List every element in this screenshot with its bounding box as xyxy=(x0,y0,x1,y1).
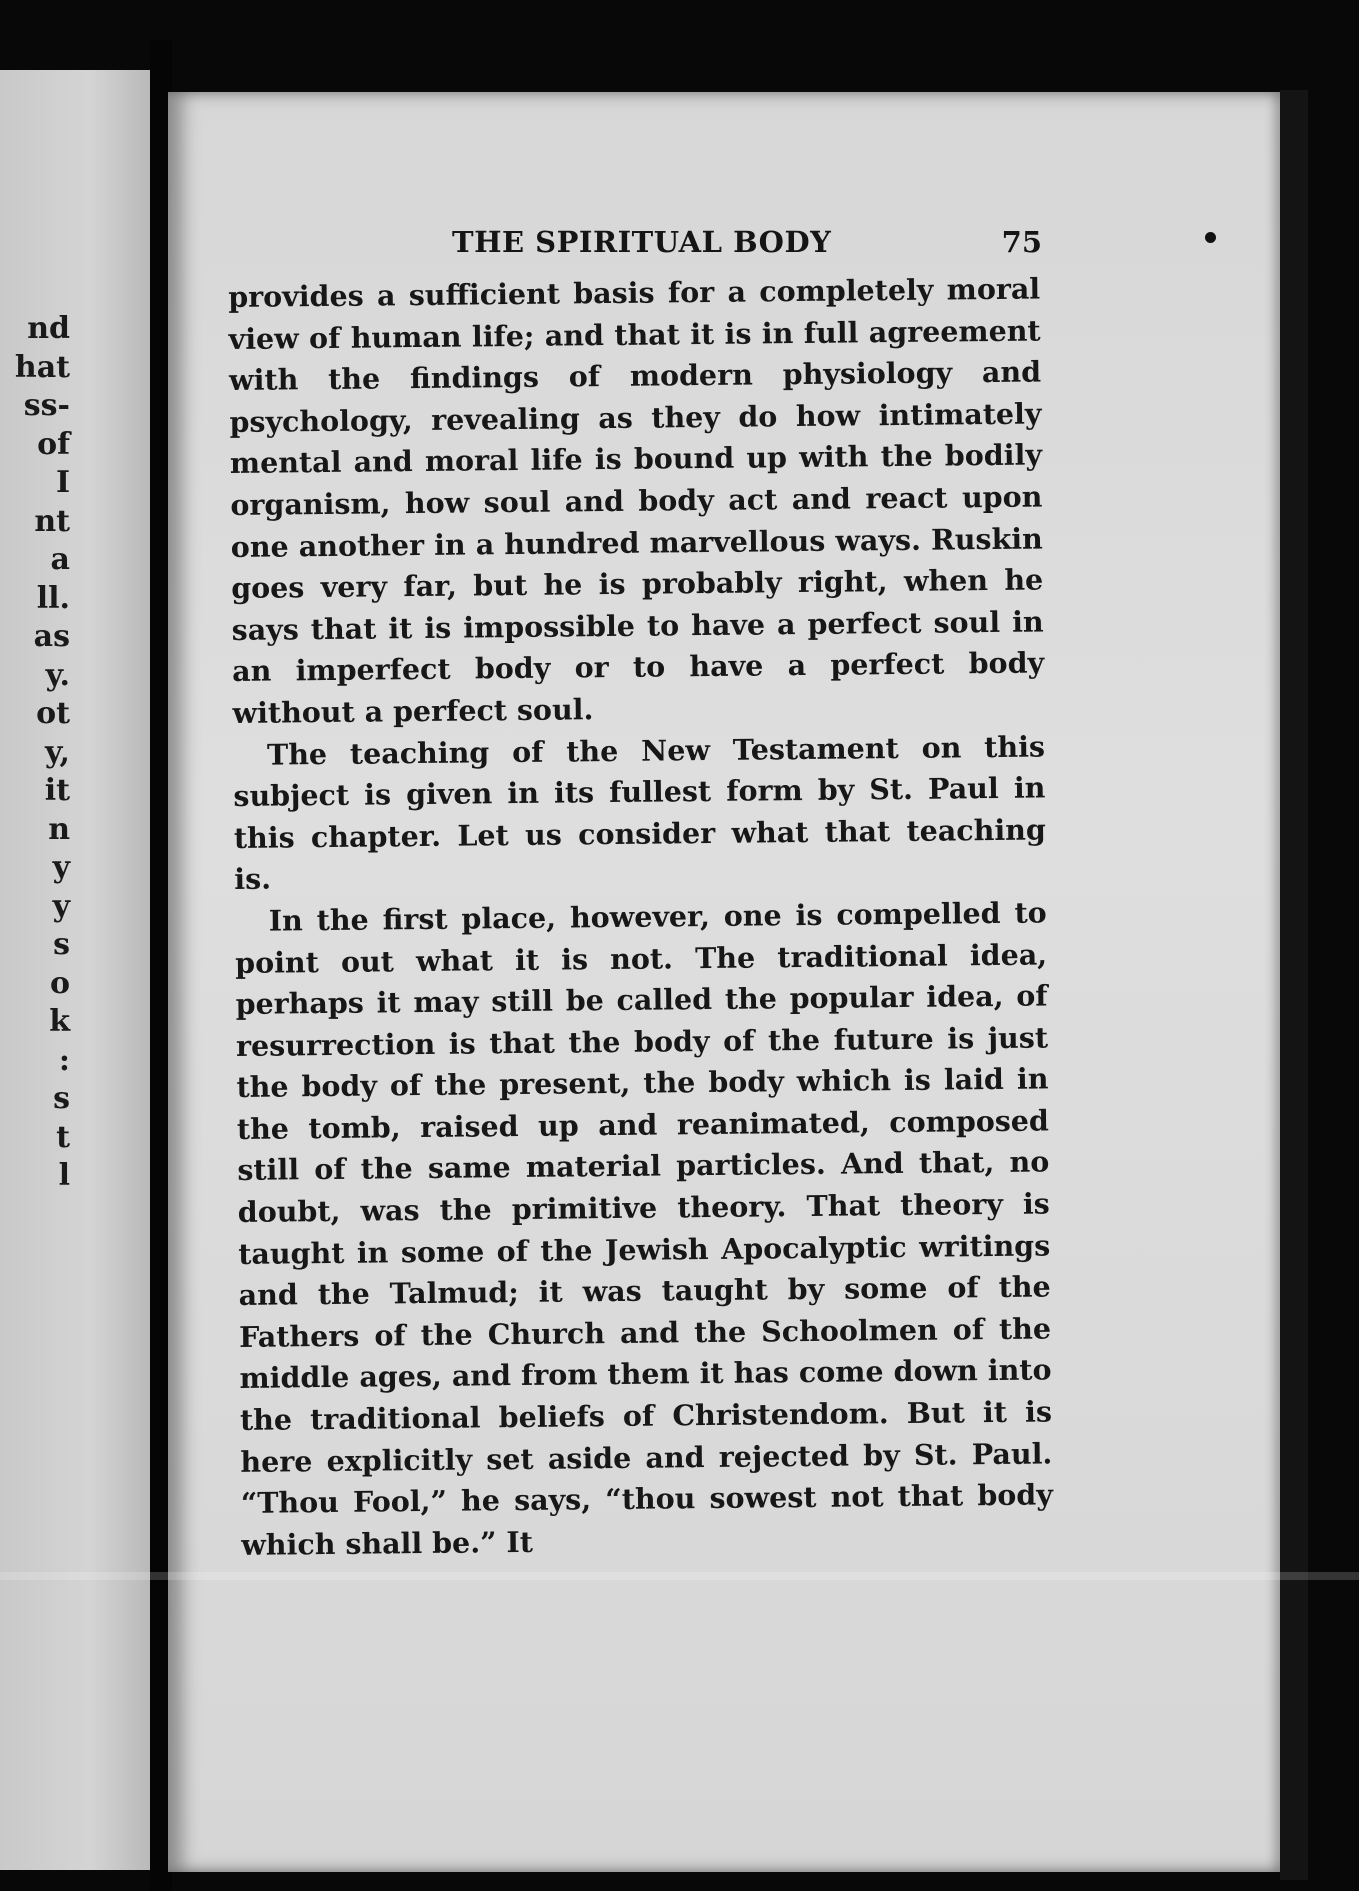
page-number: 75 xyxy=(1001,225,1042,259)
previous-page-fragment: s xyxy=(53,1081,70,1116)
previous-page-fragment: t xyxy=(56,1119,70,1155)
previous-page-fragment: as xyxy=(33,619,70,654)
page-edge-shadow xyxy=(1280,90,1308,1880)
previous-page-fragment: ss- xyxy=(23,388,70,423)
paragraph: In the first place, however, one is compelled to point out what it is not. The traditional idea, perhaps it may still be called the popular idea, of resurrection is that the body of the future is just the body of the present, the body which is laid in the tomb, raised up and reanimated, composed still of the same material particles. And that, no doubt, was the primitive theory. That theory is taught in some of the Jewish Apocalyptic writings and the Talmud; it was taught by some of the Fathers of the Church and the Schoolmen of the middle ages, and from them it has come down into the traditional beliefs of Christendom. But it is here explicitly set aside and rejected by St. Paul. “Thou Fool,” he says, “thou sowest not that body which shall be.” It xyxy=(235,895,1053,1562)
previous-page-fragment: y, xyxy=(44,734,70,770)
previous-page-fragment: y xyxy=(52,888,70,924)
previous-page-fragment: y. xyxy=(45,657,70,693)
previous-page-fragment: I xyxy=(55,465,70,500)
running-head: THE SPIRITUAL BODY xyxy=(452,225,832,259)
page-header xyxy=(452,225,1042,269)
previous-page-edge xyxy=(0,70,150,1870)
paragraph-continued: provides a sufficient basis for a completely moral view of human life; and that it is in full agreement with the findings of modern physiology and psychology, revealing as they do how intimately mental and moral life is bound up with the bodily organism, how soul and body act and react upon one another in a hundred marvellous ways. Ruskin goes very far, but he is probably right, when he says that it is impossible to have a perfect soul in an imperfect body or to have a perfect body without a perfect soul. xyxy=(228,271,1045,730)
previous-page-fragment: nd xyxy=(27,311,70,346)
previous-page-fragment: ll. xyxy=(36,580,70,616)
previous-page-text-fragments xyxy=(0,310,70,1196)
scan-artifact-band xyxy=(0,1572,1359,1580)
previous-page-fragment: k xyxy=(49,1004,70,1039)
previous-page-fragment: nt xyxy=(34,503,70,539)
ink-speck xyxy=(1205,232,1216,243)
paragraph: The teaching of the New Testament on this subject is given in its fullest form by St. Paul in this chapter. Let us consider what that teaching is. xyxy=(233,729,1047,897)
previous-page-fragment: y xyxy=(52,850,70,885)
previous-page-fragment: n xyxy=(48,811,70,847)
previous-page-fragment: l xyxy=(58,1158,70,1193)
previous-page-fragment: hat xyxy=(14,349,70,385)
previous-page-fragment: s xyxy=(53,927,70,962)
previous-page-fragment: : xyxy=(58,1042,70,1078)
body-text xyxy=(228,268,1053,1566)
previous-page-fragment: o xyxy=(49,965,70,1001)
previous-page-fragment: of xyxy=(37,426,70,462)
previous-page-fragment: it xyxy=(44,773,70,808)
previous-page-fragment: a xyxy=(50,542,70,577)
previous-page-fragment: ot xyxy=(36,696,70,731)
